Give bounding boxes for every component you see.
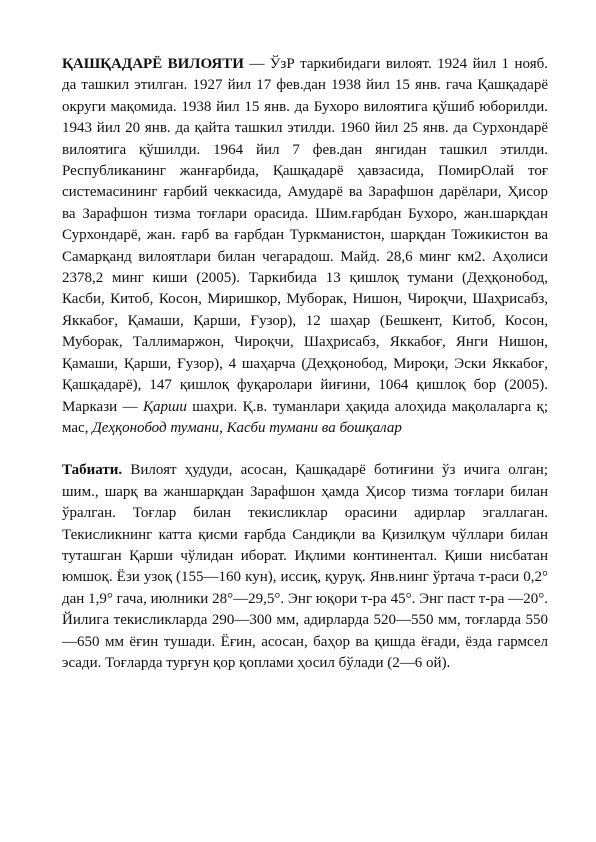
nature-paragraph [62, 460, 548, 674]
middle-text: шаҳри. Қ.в. туманлари ҳақида алоҳида мақолаларга қ; мас, [62, 398, 548, 436]
districts-reference: Деҳқонобод тумани, Касби тумани ва бошқалар [92, 419, 402, 436]
nature-text: Вилоят ҳудуди, асосан, Қашқадарё ботиғини ўз ичига олган; шим., шарқ ва жаншарқдан Зарафшон ҳамда Ҳисор тизма тоғлари билан ўралган. Тоғлар билан текисликлар орасини адирлар эгаллаган. Текисликнинг катта қисми ғарбда Сандиқли ва Қизилқум чўллари билан туташган Қарши чўлидан иборат. Иқлими континентал. Қиши нисбатан юмшоқ. Ёзи узоқ (155—160 кун), иссиқ, қуруқ. Янв.нинг ўртача т-раси 0,2° дан 1,9° гача, июлники 28°—29,5°. Энг юқори т-ра 45°. Энг паст т-ра —20°. Йилига текисликларда 290—300 мм, адирларда 520—550 мм, тоғларда 550—650 мм ёғин тушади. Ёғин, асосан, баҳор ва қишда ёғади, ёзда гармсел эсади. Тоғларда турғун қор қоплами ҳосил бўлади (2—6 ой). [62, 462, 548, 671]
article-heading: ҚАШҚАДАРЁ ВИЛОЯТИ [62, 56, 244, 72]
intro-paragraph [62, 54, 548, 439]
document-page [62, 54, 548, 674]
intro-text: — ЎзР таркибидаги вилоят. 1924 йил 1 нояб. да ташкил этилган. 1927 йил 17 фев.дан 1938 йил 15 янв. гача Қашқадарё округи мақомида. 1938 йил 15 янв. да Бухоро вилоятига қўшиб юборилди. 1943 йил 20 янв. да қайта ташкил этилди. 1960 йил 25 янв. да Сурхондарё вилоятига қўшилди. 1964 йил 7 фев.дан янгидан ташкил этилди. Республиканинг жанғарбида, Қашқадарё ҳавзасида, ПомирОлай тоғ системасининг ғарбий чеккасида, Амударё ва Зарафшон дарёлари, Ҳисор ва Зарафшон тизма тоғлари орасида. Шим.ғарбдан Бухоро, жан.шарқдан Сурхондарё, жан. ғарб ва ғарбдан Туркманистон, шарқдан Тожикистон ва Самарқанд вилоятлари билан чегарадош. Майд. 28,6 минг км2. Аҳолиси 2378,2 минг киши (2005). Таркибида 13 қишлоқ тумани (Деҳқонобод, Касби, Китоб, Косон, Миришкор, Муборак, Нишон, Чироқчи, Шаҳрисабз, Яккабоғ, Қамаши, Қарши, Ғузор), 12 шаҳар (Бешкент, Китоб, Косон, Муборак, Таллимаржон, Чироқчи, Шаҳрисабз, Яккабоғ, Янги Нишон, Қамаши, Қарши, Ғузор), 4 шаҳарча (Деҳқонобод, Мироқи, Эски Яккабоғ, Қашқадарё), 147 қишлоқ фуқаролари йиғини, 1064 қишлоқ бор (2005). Маркази — [62, 56, 549, 415]
nature-heading: Табиати. [62, 462, 123, 479]
center-city-link: Қарши [143, 398, 187, 415]
